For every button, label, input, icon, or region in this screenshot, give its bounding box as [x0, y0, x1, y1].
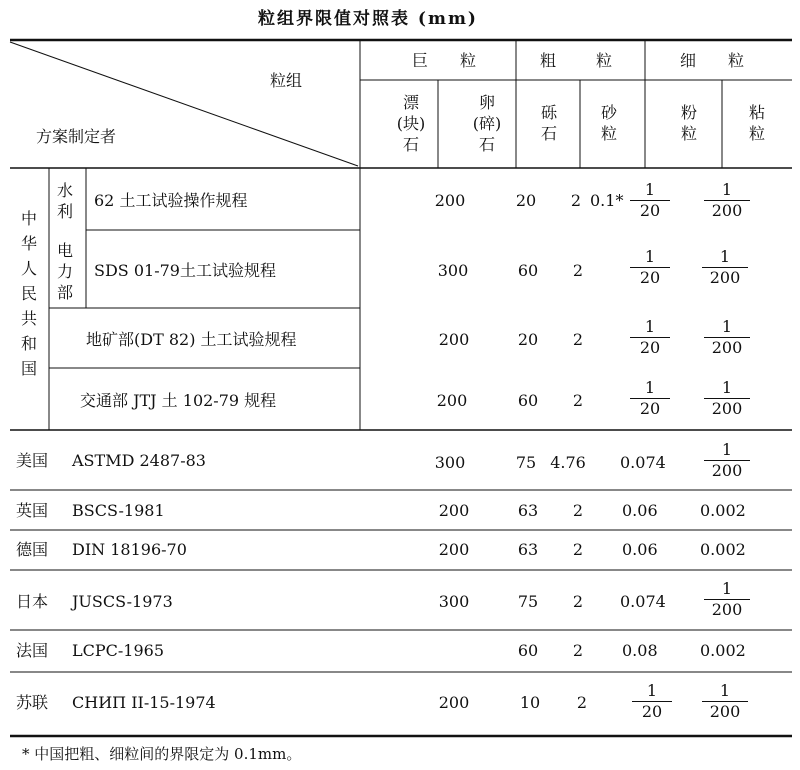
- header-sub-silt: 粉粒: [680, 103, 697, 143]
- val-boulder: 200: [434, 191, 466, 210]
- val-gravel: 2: [576, 693, 588, 712]
- header-sub-cobble: 卵(碎)石: [472, 93, 502, 154]
- frac-1-20: $\frac{1}{20}$: [630, 181, 670, 220]
- val-gravel: 2: [572, 501, 584, 520]
- header-group-coarse-a: 粗: [540, 51, 557, 70]
- val-gravel: 2: [572, 330, 584, 349]
- frac-1-200: $\frac{1}{200}$: [704, 318, 750, 357]
- val-gravel: 2: [572, 540, 584, 559]
- header-sub-boulder: 漂(块)石: [396, 93, 426, 154]
- header-group-large: 巨 粒: [412, 51, 477, 70]
- val-cobble: 75: [515, 453, 537, 472]
- row-name: BSCS-1981: [72, 501, 165, 520]
- row-name: 62 土工试验操作规程: [94, 191, 248, 210]
- val-boulder: 300: [437, 261, 469, 280]
- header-sub-sand: 砂粒: [600, 103, 617, 143]
- row-name: 交通部 JTJ 土 102-79 规程: [80, 391, 277, 410]
- val-clay: 0.002: [700, 540, 746, 559]
- frac-1-200: $\frac{1}{200}$: [702, 248, 748, 287]
- val-sand: 0.074: [620, 592, 666, 611]
- val-sand: 0.074: [620, 453, 666, 472]
- val-gravel: 2: [570, 191, 582, 210]
- val-boulder: 300: [438, 592, 470, 611]
- val-gravel: 2: [572, 641, 584, 660]
- frac-1-200: $\frac{1}{200}$: [704, 181, 750, 220]
- val-cobble: 60: [517, 261, 539, 280]
- val-cobble: 20: [517, 330, 539, 349]
- val-sand: 0.1*: [590, 191, 624, 210]
- china-dianli: 电力部: [56, 241, 73, 302]
- row-country: 日本: [16, 592, 49, 611]
- val-cobble: 63: [517, 501, 539, 520]
- frac-1-200: $\frac{1}{200}$: [704, 379, 750, 418]
- val-gravel: 2: [572, 261, 584, 280]
- header-corner-bottom: 方案制定者: [36, 127, 117, 146]
- row-name: SDS 01-79土工试验规程: [94, 261, 276, 280]
- header-group-fine: 细 粒: [680, 51, 745, 70]
- val-gravel: 2: [572, 592, 584, 611]
- footnote: * 中国把粗、细粒间的界限定为 0.1mm。: [22, 745, 302, 763]
- val-boulder: 200: [438, 693, 470, 712]
- header-group-coarse-b: 粒: [596, 51, 613, 70]
- row-name: СНИП II-15-1974: [72, 693, 216, 712]
- row-name: JUSCS-1973: [72, 592, 173, 611]
- val-gravel: 2: [572, 391, 584, 410]
- row-country: 苏联: [16, 693, 49, 712]
- val-boulder: 300: [434, 453, 466, 472]
- frac-1-20: $\frac{1}{20}$: [632, 682, 672, 721]
- row-country: 法国: [16, 641, 49, 660]
- header-sub-gravel: 砾石: [540, 103, 557, 143]
- val-cobble: 75: [517, 592, 539, 611]
- val-cobble: 60: [517, 391, 539, 410]
- val-gravel: 4.76: [550, 453, 586, 472]
- row-name: LCPC-1965: [72, 641, 164, 660]
- frac-1-20: $\frac{1}{20}$: [630, 318, 670, 357]
- val-sand: 0.06: [622, 501, 658, 520]
- header-corner-top: 粒组: [270, 71, 303, 90]
- val-sand: 0.06: [622, 540, 658, 559]
- val-clay: 0.002: [700, 501, 746, 520]
- china-shuili: 水利: [56, 181, 73, 221]
- row-name: 地矿部(DT 82) 土工试验规程: [86, 330, 297, 349]
- row-country: 英国: [16, 501, 49, 520]
- val-boulder: 200: [438, 501, 470, 520]
- row-country: 美国: [16, 451, 49, 470]
- val-boulder: 200: [438, 540, 470, 559]
- val-boulder: 200: [436, 391, 468, 410]
- val-clay: 0.002: [700, 641, 746, 660]
- header-sub-clay: 粘粒: [748, 103, 765, 143]
- frac-1-200: $\frac{1}{200}$: [704, 580, 750, 619]
- val-cobble: 10: [519, 693, 541, 712]
- frac-1-200: $\frac{1}{200}$: [702, 682, 748, 721]
- china-label: 中华人民共和国: [20, 209, 37, 378]
- val-boulder: 200: [438, 330, 470, 349]
- val-cobble: 60: [517, 641, 539, 660]
- val-cobble: 20: [515, 191, 537, 210]
- page-title: 粒组界限值对照表 (mm): [258, 9, 478, 29]
- row-name: DIN 18196-70: [72, 540, 187, 559]
- row-name: ASTMD 2487-83: [72, 451, 206, 470]
- frac-1-20: $\frac{1}{20}$: [630, 379, 670, 418]
- val-cobble: 63: [517, 540, 539, 559]
- row-country: 德国: [16, 540, 49, 559]
- val-sand: 0.08: [622, 641, 658, 660]
- frac-1-20: $\frac{1}{20}$: [630, 248, 670, 287]
- frac-1-200: $\frac{1}{200}$: [704, 441, 750, 480]
